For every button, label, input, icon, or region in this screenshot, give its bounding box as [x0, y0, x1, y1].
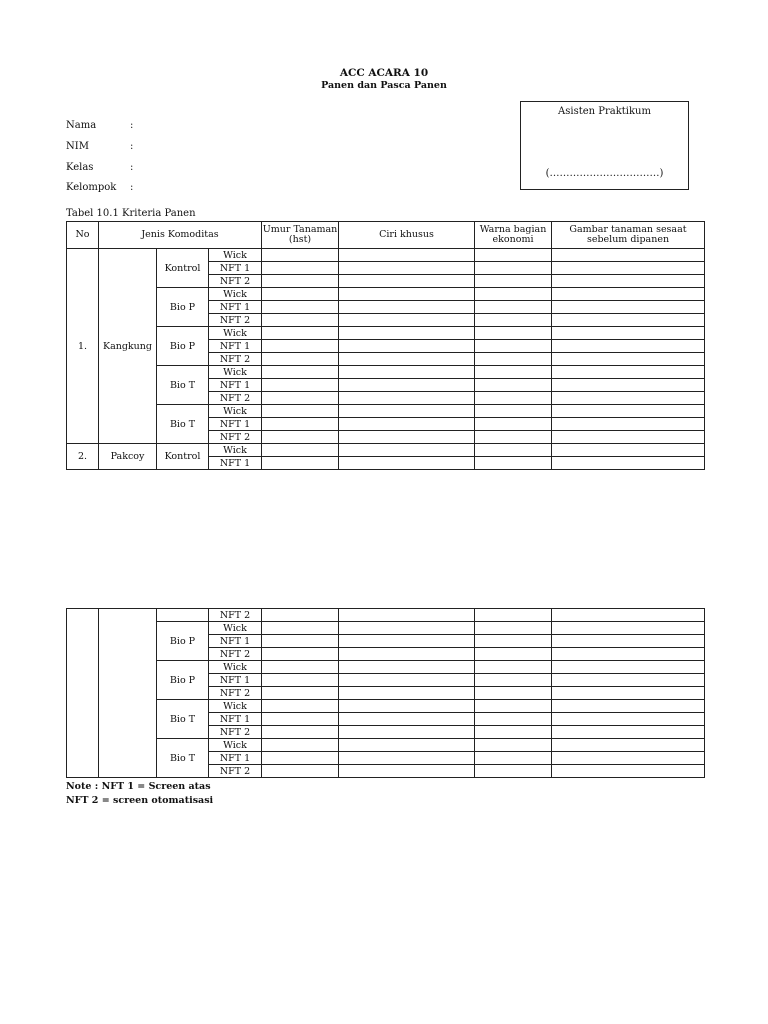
gambar-cell	[552, 687, 705, 700]
sistem-cell: NFT 1	[209, 262, 262, 275]
sistem-cell: NFT 2	[209, 431, 262, 444]
gambar-cell	[552, 648, 705, 661]
umur-cell	[262, 648, 339, 661]
gambar-cell	[552, 327, 705, 340]
table-row	[67, 444, 705, 457]
warna-cell	[475, 288, 552, 301]
gambar-cell	[552, 366, 705, 379]
perlakuan-cell: Bio P	[157, 622, 209, 661]
perlakuan-cell: Bio T	[157, 700, 209, 739]
umur-cell	[262, 635, 339, 648]
table-row	[67, 739, 705, 752]
sistem-cell: NFT 2	[209, 275, 262, 288]
warna-cell	[475, 366, 552, 379]
row-number: 2.	[67, 444, 99, 470]
table-row	[67, 327, 705, 340]
umur-cell	[262, 700, 339, 713]
sistem-cell: NFT 2	[209, 687, 262, 700]
gambar-cell	[552, 314, 705, 327]
warna-cell	[475, 609, 552, 622]
sistem-cell: NFT 1	[209, 713, 262, 726]
umur-cell	[262, 249, 339, 262]
row-number: 1.	[67, 249, 99, 444]
gambar-cell	[552, 622, 705, 635]
note-nft1: Note : NFT 1 = Screen atas	[66, 781, 211, 792]
ciri-cell	[339, 405, 475, 418]
warna-cell	[475, 249, 552, 262]
gambar-cell	[552, 340, 705, 353]
sistem-cell: Wick	[209, 444, 262, 457]
ciri-cell	[339, 340, 475, 353]
ciri-cell	[339, 700, 475, 713]
gambar-cell	[552, 288, 705, 301]
ciri-cell	[339, 457, 475, 470]
field-colon: :	[130, 182, 134, 193]
sistem-cell: Wick	[209, 288, 262, 301]
warna-cell	[475, 726, 552, 739]
sistem-cell: NFT 1	[209, 301, 262, 314]
warna-cell	[475, 262, 552, 275]
warna-cell	[475, 739, 552, 752]
ciri-cell	[339, 327, 475, 340]
row-number	[67, 609, 99, 778]
gambar-cell	[552, 674, 705, 687]
ciri-cell	[339, 431, 475, 444]
gambar-cell	[552, 353, 705, 366]
kriteria-panen-table	[66, 221, 705, 470]
umur-cell	[262, 687, 339, 700]
gambar-cell	[552, 444, 705, 457]
ciri-cell	[339, 418, 475, 431]
header-umur-tanaman: Umur Tanaman (hst)	[262, 222, 339, 249]
field-nama	[66, 120, 140, 131]
ciri-cell	[339, 713, 475, 726]
warna-cell	[475, 431, 552, 444]
perlakuan-cell: Bio T	[157, 739, 209, 778]
sistem-cell: NFT 2	[209, 726, 262, 739]
gambar-cell	[552, 635, 705, 648]
gambar-cell	[552, 405, 705, 418]
umur-cell	[262, 327, 339, 340]
umur-cell	[262, 713, 339, 726]
document-title: ACC ACARA 10	[339, 67, 429, 79]
warna-cell	[475, 418, 552, 431]
umur-cell	[262, 314, 339, 327]
note-nft2: NFT 2 = screen otomatisasi	[66, 795, 214, 806]
sistem-cell: NFT 2	[209, 314, 262, 327]
warna-cell	[475, 622, 552, 635]
gambar-cell	[552, 262, 705, 275]
ciri-cell	[339, 275, 475, 288]
header-gambar-tanaman: Gambar tanaman sesaat sebelum dipanen	[552, 222, 705, 249]
warna-cell	[475, 765, 552, 778]
table-row	[67, 405, 705, 418]
umur-cell	[262, 366, 339, 379]
warna-cell	[475, 392, 552, 405]
umur-cell	[262, 340, 339, 353]
ciri-cell	[339, 687, 475, 700]
sistem-cell: Wick	[209, 405, 262, 418]
umur-cell	[262, 457, 339, 470]
perlakuan-cell: Bio P	[157, 661, 209, 700]
ciri-cell	[339, 622, 475, 635]
warna-cell	[475, 314, 552, 327]
ciri-cell	[339, 739, 475, 752]
sistem-cell: NFT 1	[209, 418, 262, 431]
gambar-cell	[552, 418, 705, 431]
perlakuan-cell: Bio T	[157, 366, 209, 405]
table-header-row	[67, 222, 705, 249]
table-caption: Tabel 10.1 Kriteria Panen	[66, 208, 196, 219]
ciri-cell	[339, 366, 475, 379]
sistem-cell: Wick	[209, 366, 262, 379]
table-row	[67, 366, 705, 379]
ciri-cell	[339, 249, 475, 262]
sistem-cell: Wick	[209, 622, 262, 635]
ciri-cell	[339, 301, 475, 314]
ciri-cell	[339, 635, 475, 648]
umur-cell	[262, 288, 339, 301]
ciri-cell	[339, 765, 475, 778]
umur-cell	[262, 622, 339, 635]
gambar-cell	[552, 609, 705, 622]
table-row	[67, 661, 705, 674]
field-label: Kelompok	[66, 182, 117, 193]
ciri-cell	[339, 609, 475, 622]
sistem-cell: NFT 1	[209, 752, 262, 765]
warna-cell	[475, 661, 552, 674]
table-row	[67, 288, 705, 301]
field-nim	[66, 141, 140, 152]
sistem-cell: Wick	[209, 700, 262, 713]
ciri-cell	[339, 314, 475, 327]
warna-cell	[475, 353, 552, 366]
gambar-cell	[552, 661, 705, 674]
warna-cell	[475, 752, 552, 765]
gambar-cell	[552, 249, 705, 262]
umur-cell	[262, 353, 339, 366]
perlakuan-cell: Kontrol	[157, 249, 209, 288]
ciri-cell	[339, 262, 475, 275]
warna-cell	[475, 405, 552, 418]
umur-cell	[262, 444, 339, 457]
komoditas-cell: Pakcoy	[99, 444, 157, 470]
warna-cell	[475, 444, 552, 457]
umur-cell	[262, 275, 339, 288]
ciri-cell	[339, 353, 475, 366]
perlakuan-cell: Kontrol	[157, 444, 209, 470]
gambar-cell	[552, 726, 705, 739]
field-label: Kelas	[66, 162, 94, 173]
field-label: NIM	[66, 141, 89, 152]
gambar-cell	[552, 392, 705, 405]
umur-cell	[262, 431, 339, 444]
ciri-cell	[339, 726, 475, 739]
umur-cell	[262, 739, 339, 752]
field-kelompok	[66, 182, 140, 193]
warna-cell	[475, 713, 552, 726]
perlakuan-cell: Bio P	[157, 288, 209, 327]
table-row	[67, 249, 705, 262]
ciri-cell	[339, 674, 475, 687]
field-kelas	[66, 162, 140, 173]
gambar-cell	[552, 457, 705, 470]
gambar-cell	[552, 765, 705, 778]
umur-cell	[262, 726, 339, 739]
warna-cell	[475, 687, 552, 700]
ciri-cell	[339, 661, 475, 674]
sistem-cell: NFT 1	[209, 340, 262, 353]
gambar-cell	[552, 713, 705, 726]
field-colon: :	[130, 162, 134, 173]
sistem-cell: NFT 2	[209, 648, 262, 661]
umur-cell	[262, 674, 339, 687]
asisten-signature-box	[520, 101, 689, 190]
sistem-cell: NFT 2	[209, 609, 262, 622]
table-row	[67, 700, 705, 713]
asisten-signature-line: (……………………………)	[545, 168, 664, 179]
warna-cell	[475, 648, 552, 661]
warna-cell	[475, 301, 552, 314]
umur-cell	[262, 301, 339, 314]
sistem-cell: NFT 1	[209, 674, 262, 687]
perlakuan-cell	[157, 609, 209, 622]
umur-cell	[262, 418, 339, 431]
gambar-cell	[552, 275, 705, 288]
sistem-cell: Wick	[209, 661, 262, 674]
warna-cell	[475, 275, 552, 288]
ciri-cell	[339, 648, 475, 661]
warna-cell	[475, 700, 552, 713]
ciri-cell	[339, 288, 475, 301]
warna-cell	[475, 635, 552, 648]
ciri-cell	[339, 379, 475, 392]
umur-cell	[262, 661, 339, 674]
warna-cell	[475, 457, 552, 470]
warna-cell	[475, 327, 552, 340]
gambar-cell	[552, 739, 705, 752]
gambar-cell	[552, 700, 705, 713]
asisten-label: Asisten Praktikum	[558, 106, 651, 117]
header-warna-bagian: Warna bagian ekonomi	[475, 222, 552, 249]
field-colon: :	[130, 141, 134, 152]
komoditas-cell: Kangkung	[99, 249, 157, 444]
sistem-cell: Wick	[209, 327, 262, 340]
field-colon: :	[130, 120, 134, 131]
sistem-cell: Wick	[209, 739, 262, 752]
sistem-cell: NFT 1	[209, 635, 262, 648]
warna-cell	[475, 379, 552, 392]
ciri-cell	[339, 752, 475, 765]
umur-cell	[262, 379, 339, 392]
ciri-cell	[339, 392, 475, 405]
sistem-cell: NFT 2	[209, 353, 262, 366]
header-ciri-khusus: Ciri khusus	[339, 222, 475, 249]
umur-cell	[262, 262, 339, 275]
field-label: Nama	[66, 120, 97, 131]
umur-cell	[262, 609, 339, 622]
table-row	[67, 622, 705, 635]
kriteria-panen-table-continued	[66, 608, 705, 778]
umur-cell	[262, 405, 339, 418]
sistem-cell: Wick	[209, 249, 262, 262]
warna-cell	[475, 674, 552, 687]
umur-cell	[262, 765, 339, 778]
header-jenis-komoditas: Jenis Komoditas	[99, 222, 262, 249]
gambar-cell	[552, 431, 705, 444]
umur-cell	[262, 752, 339, 765]
sistem-cell: NFT 1	[209, 457, 262, 470]
perlakuan-cell: Bio T	[157, 405, 209, 444]
warna-cell	[475, 340, 552, 353]
sistem-cell: NFT 2	[209, 392, 262, 405]
gambar-cell	[552, 301, 705, 314]
table-row	[67, 609, 705, 622]
document-subtitle: Panen dan Pasca Panen	[321, 80, 447, 91]
sistem-cell: NFT 1	[209, 379, 262, 392]
umur-cell	[262, 392, 339, 405]
perlakuan-cell: Bio P	[157, 327, 209, 366]
komoditas-cell	[99, 609, 157, 778]
ciri-cell	[339, 444, 475, 457]
sistem-cell: NFT 2	[209, 765, 262, 778]
header-no: No	[67, 222, 99, 249]
gambar-cell	[552, 752, 705, 765]
gambar-cell	[552, 379, 705, 392]
